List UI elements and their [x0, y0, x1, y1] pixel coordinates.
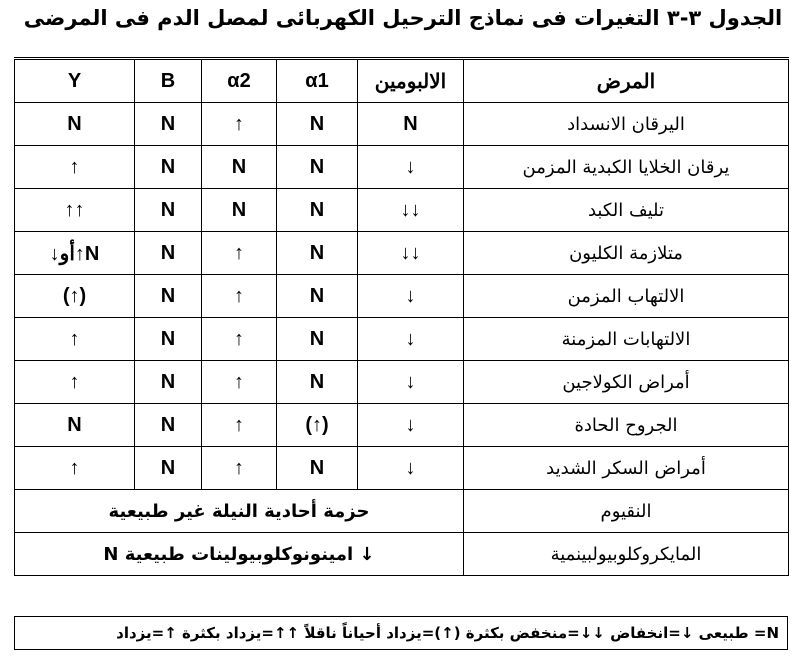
header-disease: المرض: [464, 59, 789, 103]
disease-cell: متلازمة الكليون: [464, 232, 789, 275]
alpha2-cell: N: [202, 189, 277, 232]
header-gamma: Y: [15, 59, 135, 103]
disease-cell: الالتهاب المزمن: [464, 275, 789, 318]
gamma-cell: ↑: [15, 447, 135, 490]
header-albumin: الالبومين: [358, 59, 464, 103]
alpha1-cell: N: [277, 275, 358, 318]
table-title: الجدول ٣-٣ التغيرات فى نماذج الترحيل الكهربائى لمصل الدم فى المرضى: [23, 6, 783, 30]
alpha1-cell: N: [277, 447, 358, 490]
disease-cell: الالتهابات المزمنة: [464, 318, 789, 361]
merged-value-cell: ↓ امينونوكلوبيولينات طبيعية N: [15, 533, 464, 576]
alpha2-cell: ↑: [202, 103, 277, 146]
albumin-cell: ↓: [358, 318, 464, 361]
gamma-cell: N: [15, 103, 135, 146]
albumin-cell: ↓: [358, 146, 464, 189]
disease-cell: الجروح الحادة: [464, 404, 789, 447]
albumin-cell: N: [358, 103, 464, 146]
disease-cell: اليرقان الانسداد: [464, 103, 789, 146]
alpha1-cell: N: [277, 318, 358, 361]
table-row: [15, 103, 789, 146]
merged-value-cell: حزمة أحادية النيلة غير طبيعية: [15, 490, 464, 533]
alpha2-cell: N: [202, 146, 277, 189]
gamma-cell: ↑: [15, 361, 135, 404]
table-row: [15, 232, 789, 275]
legend-footnote: N= طبيعى ↓=انخفاض ↓↓=منخفض بكثرة (↑)=يزداد أحياناً ناقلاً ↑↑=يزداد بكثرة ↑=يزداد: [14, 616, 788, 650]
alpha2-cell: ↑: [202, 361, 277, 404]
table-row: [15, 146, 789, 189]
disease-cell: تليف الكبد: [464, 189, 789, 232]
header-alpha2: α2: [202, 59, 277, 103]
merged-row: [15, 533, 789, 576]
beta-cell: N: [135, 361, 202, 404]
disease-cell: النقيوم: [464, 490, 789, 533]
beta-cell: N: [135, 275, 202, 318]
beta-cell: N: [135, 232, 202, 275]
table-row: [15, 361, 789, 404]
beta-cell: N: [135, 146, 202, 189]
alpha1-cell: N: [277, 189, 358, 232]
disease-cell: أمراض الكولاجين: [464, 361, 789, 404]
header-beta: B: [135, 59, 202, 103]
table-row: [15, 447, 789, 490]
beta-cell: N: [135, 189, 202, 232]
albumin-cell: ↓↓: [358, 232, 464, 275]
beta-cell: N: [135, 318, 202, 361]
header-alpha1: α1: [277, 59, 358, 103]
alpha1-cell: N: [277, 146, 358, 189]
disease-cell: أمراض السكر الشديد: [464, 447, 789, 490]
alpha2-cell: ↑: [202, 318, 277, 361]
albumin-cell: ↓: [358, 361, 464, 404]
albumin-cell: ↓: [358, 404, 464, 447]
alpha1-cell: (↑): [277, 404, 358, 447]
alpha1-cell: N: [277, 361, 358, 404]
beta-cell: N: [135, 447, 202, 490]
gamma-cell: ↑↑: [15, 189, 135, 232]
electrophoresis-table: [14, 57, 789, 576]
table-row: [15, 189, 789, 232]
header-row: [15, 59, 789, 103]
gamma-cell: (↑): [15, 275, 135, 318]
table-row: [15, 275, 789, 318]
gamma-cell: ↑: [15, 146, 135, 189]
table-row: [15, 318, 789, 361]
albumin-cell: ↓: [358, 275, 464, 318]
gamma-cell: N↑أو↓: [15, 232, 135, 275]
gamma-cell: ↑: [15, 318, 135, 361]
alpha2-cell: ↑: [202, 275, 277, 318]
gamma-cell: N: [15, 404, 135, 447]
disease-cell: المايكروكلوبيولبينمية: [464, 533, 789, 576]
albumin-cell: ↓↓: [358, 189, 464, 232]
albumin-cell: ↓: [358, 447, 464, 490]
alpha2-cell: ↑: [202, 232, 277, 275]
alpha1-cell: N: [277, 103, 358, 146]
alpha1-cell: N: [277, 232, 358, 275]
beta-cell: N: [135, 404, 202, 447]
table-row: [15, 404, 789, 447]
disease-cell: يرقان الخلايا الكبدية المزمن: [464, 146, 789, 189]
beta-cell: N: [135, 103, 202, 146]
alpha2-cell: ↑: [202, 447, 277, 490]
alpha2-cell: ↑: [202, 404, 277, 447]
merged-row: [15, 490, 789, 533]
